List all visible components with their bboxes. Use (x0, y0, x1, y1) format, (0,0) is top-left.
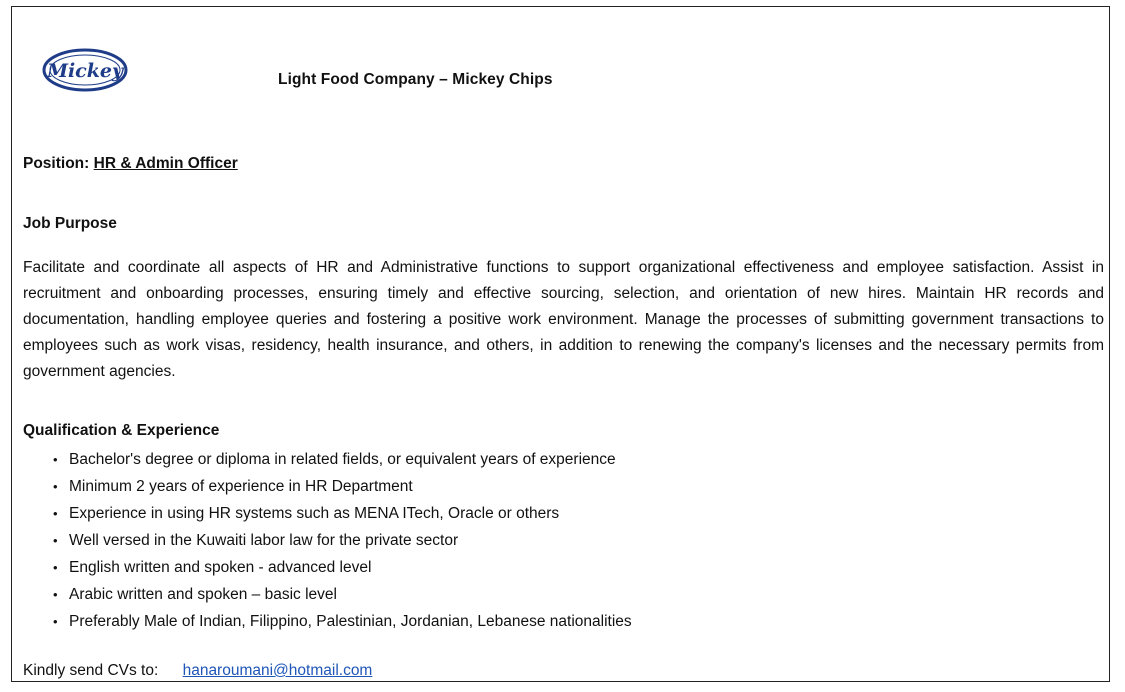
job-posting-document (11, 6, 1110, 682)
job-purpose-heading: Job Purpose (23, 215, 117, 232)
bullet-icon: • (53, 533, 58, 548)
mickey-logo (41, 43, 129, 97)
email-link[interactable]: hanaroumani@hotmail.com (182, 662, 373, 679)
qualification-text: Well versed in the Kuwaiti labor law for the private sector (69, 532, 459, 549)
bullet-icon: • (53, 479, 58, 494)
list-item (53, 500, 632, 527)
qualification-text: Bachelor's degree or diploma in related fields, or equivalent years of experience (69, 451, 616, 468)
bullet-icon: • (53, 587, 58, 602)
list-item (53, 473, 632, 500)
position-label: Position: (23, 155, 90, 172)
qualification-text: Preferably Male of Indian, Filippino, Palestinian, Jordanian, Lebanese nationalities (69, 613, 632, 630)
position-title: HR & Admin Officer (93, 155, 238, 172)
contact-label: Kindly send CVs to: (23, 662, 159, 679)
logo-text: Mickey (46, 60, 124, 82)
bullet-icon: • (53, 560, 58, 575)
job-purpose-text: Facilitate and coordinate all aspects of HR and Administrative functions to support organizational effectiveness and employee satisfaction. Assist in recruitment and onboarding processes, ensuring timely and effective sourcing, selection, and orientation of new hires. Maintain HR records and documentation, handling employee queries and fostering a positive work environment. Manage the processes of submitting government transactions to employees such as work visas, residency, health insurance, and others, in addition to renewing the company's licenses and the necessary permits from government agencies. (23, 259, 1104, 380)
list-item (53, 527, 632, 554)
list-item (53, 554, 632, 581)
list-item (53, 446, 632, 473)
qualification-text: Arabic written and spoken – basic level (69, 586, 337, 603)
position-line (23, 155, 238, 173)
contact-line (23, 662, 372, 680)
qualification-heading: Qualification & Experience (23, 422, 220, 439)
qualification-text: Minimum 2 years of experience in HR Department (69, 478, 413, 495)
list-item (53, 581, 632, 608)
company-name: Light Food Company – Mickey Chips (278, 71, 553, 88)
list-item (53, 608, 632, 635)
qualification-text: Experience in using HR systems such as MENA ITech, Oracle or others (69, 505, 560, 522)
qualification-text: English written and spoken - advanced level (69, 559, 372, 576)
bullet-icon: • (53, 614, 58, 629)
qualification-list (53, 446, 632, 635)
bullet-icon: • (53, 452, 58, 467)
bullet-icon: • (53, 506, 58, 521)
